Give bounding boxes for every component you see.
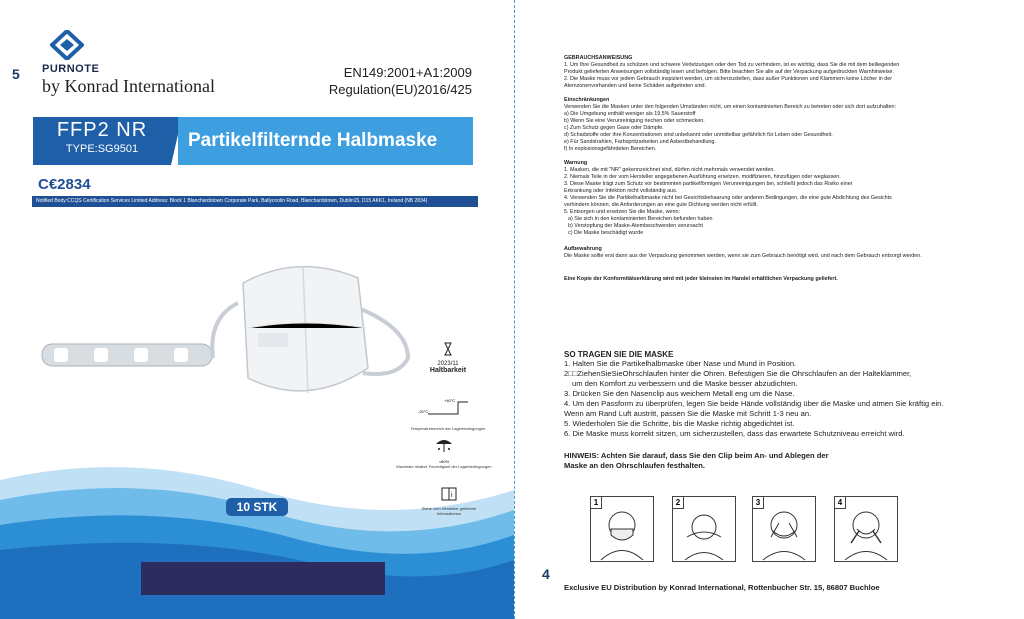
step-illustration-4 — [834, 496, 898, 562]
section-line: 2. Niemals Teile in der vom Hersteller angegebenen Ausführung ersetzen, modifizieren, hinzufügen oder weglassen. — [564, 174, 841, 180]
section-usage — [564, 55, 1004, 90]
instructions-column — [564, 55, 1004, 283]
fold-line — [514, 0, 515, 619]
section-line: Verwenden Sie die Masken unter den folgenden Umständen nicht, um einen kontaminierten Bereich zu betreten oder sich dort aufzuhalten: — [564, 104, 897, 110]
howto-line: 4. Um den Passform zu überprüfen, legen Sie beide Hände vollständig über die Maske und atmen Sie kräftig ein. — [564, 399, 944, 408]
svg-text:i: i — [451, 492, 453, 499]
wave-background — [0, 460, 514, 619]
howto-line: 1. Halten Sie die Partikelhalbmaske über Nase und Mund in Position. — [564, 359, 797, 368]
section-line: Die Maske sollte erst dann aus der Verpackung genommen werden, wenn sie zum Gebrauch benötigt wird, und nach dem Gebrauch entsorgt werden. — [564, 253, 922, 259]
purnote-logo-icon — [50, 30, 84, 60]
distribution-note: Exclusive EU Distribution by Konrad International, Rottenbucher Str. 15, 86807 Buchloe — [564, 583, 880, 592]
humidity-label: Maximale relative Feuchtigkeit der Lagerbedingungen — [396, 464, 492, 469]
section-title: Einschränkungen — [564, 97, 610, 103]
section-storage — [564, 246, 1004, 260]
step-number: 3 — [753, 497, 764, 509]
section-line: 3. Diese Maske trägt zum Schutz vor bestimmten partikelförmigen Verunreinigungen bei, schließt jedoch das Risiko einer — [564, 181, 853, 187]
section-line: e) Für Sandstrahlen, Farbspritzarbeiten und Asbestbehandlung. — [564, 139, 716, 145]
conformity-note: Eine Kopie der Konformitätserklärung wird mit jeder kleinsten im Handel erhältlichen Verpackung geliefert. — [564, 276, 838, 282]
count-badge: 10 STK — [226, 498, 288, 516]
temp-high: +40°C — [444, 398, 456, 403]
page-number-right: 4 — [542, 566, 550, 582]
section-line: 2. Die Maske muss vor jedem Gebrauch inspiziert werden, um sicherzustellen, dass außer Punktionen und Klammern keine Löcher in der — [564, 76, 893, 82]
step-illustration-2 — [672, 496, 736, 562]
brand-subtitle: by Konrad International — [42, 76, 215, 96]
howto-line: 5. Wiederholen Sie die Schritte, bis die Maske richtig abgedichtet ist. — [564, 419, 795, 428]
section-line: f) In explosionsgefährdeten Bereichen. — [564, 146, 657, 152]
section-line: c) Zum Schutz gegen Gase oder Dämpfe. — [564, 125, 664, 131]
expiry-date: 2023/11 — [437, 361, 459, 367]
howto-line: 6. Die Maske muss korrekt sitzen, um sicherzustellen, dass das erwartete Schutzniveau erreicht wird. — [564, 429, 905, 438]
info-label: Siehe vom Hersteller gelieferte Informationen — [421, 506, 477, 516]
howto-section — [564, 350, 1014, 439]
section-line: d) Schadstoffe oder ihre Konzentrationen sind unbekannt oder unmittelbar gefährlich für Leben oder Gesundheit. — [564, 132, 833, 138]
right-page — [516, 0, 1024, 619]
mask-illustration-icon — [38, 258, 418, 408]
section-line: 5. Entsorgen und ersetzen Sie die Maske, wenn: — [564, 209, 680, 215]
section-warning — [564, 160, 1004, 237]
hint-block — [564, 451, 1014, 471]
step-number: 1 — [591, 497, 602, 509]
section-line: 1. Masken, die mit "NR" gekennzeichnet sind, dürfen nicht mehrmals verwendet werden. — [564, 167, 775, 173]
temperature-label: Temperaturbereich der Lagerbedingungen — [410, 426, 486, 431]
instruction-book-icon — [441, 487, 457, 501]
section-line: 4. Verwenden Sie die Partikelhalbmaske nicht bei Gesichtsbehaarung oder anderen Bedingungen, die eine gute Abdichtung des Gesichts — [564, 195, 892, 201]
section-title: Warnung — [564, 160, 588, 166]
howto-line: 2□□ZiehenSieSieOhrschlaufen hinter die Ohren. Befestigen Sie die Ohrschlaufen an der Halteklammer, — [564, 369, 912, 378]
section-line: a) Die Umgebung enthält weniger als 19,5% Sauerstoff — [564, 111, 696, 117]
humidity-icon — [434, 438, 454, 454]
step-number: 4 — [835, 497, 846, 509]
section-line: Erkrankung oder Infektion nicht vollständig aus. — [564, 188, 678, 194]
section-line: 1. Um Ihre Gesundheit zu schützen und schwere Verletzungen oder den Tod zu verhindern, ist es wichtig, dass Sie die mit dem beiliegenden — [564, 62, 900, 68]
step-illustration-1 — [590, 496, 654, 562]
brand-name: PURNOTE — [42, 63, 100, 75]
section-title: Aufbewahrung — [564, 246, 602, 252]
section-line: c) Die Maske beschädigt wurde — [568, 230, 644, 236]
product-title-banner — [178, 117, 473, 165]
humidity-value: <80% — [438, 459, 450, 464]
ce-mark: C€2834 — [38, 176, 91, 193]
regulation-text: Regulation(EU)2016/425 — [328, 82, 472, 97]
temp-low: -20°C — [418, 409, 429, 414]
hint-line: Maske an den Ohrschlaufen festhalten. — [564, 461, 705, 470]
ffp2-banner — [33, 117, 171, 165]
step-illustration-3 — [752, 496, 816, 562]
product-type: TYPE:SG9501 — [65, 143, 139, 155]
notified-body: Notified Body:CCQS Certification Services Limited Address: Block 1 Blanchardstown Corporate Park, Ballycoolin Road, Blanchardstown, Dublin15, D15 AKK1, Ireland (NB 2834) — [32, 196, 478, 207]
howto-line: Wenn am Rand Luft austritt, passen Sie die Maske mit Schritt 1-3 neu an. — [564, 409, 812, 418]
section-restrictions — [564, 97, 1004, 153]
step-number: 2 — [673, 497, 684, 509]
info-block — [412, 487, 486, 516]
expiry-block — [418, 342, 478, 374]
expiry-label: Haltbarkeit — [429, 367, 467, 374]
temperature-block — [408, 398, 488, 431]
section-line: verhindern können, die Anforderungen an eine gute Dichtung werden nicht erfüllt. — [564, 202, 758, 208]
standard-block — [300, 64, 472, 98]
section-line: b) Verstopfung der Maske-Atembeschwerden verursacht — [568, 223, 703, 229]
navy-label-box — [141, 562, 385, 595]
section-line: Produkt gelieferten Anweisungen vollständig lesen und befolgen. Bitte beachten Sie alle auf der Verpackung aufgedruckten Warnhinweise. — [564, 69, 895, 75]
howto-line: um den Komfort zu verbessern und die Maske besser abzudichten. — [572, 379, 798, 388]
ffp2-class: FFP2 NR — [56, 119, 148, 141]
section-title: GEBRAUCHSANWEISUNG — [564, 55, 633, 61]
section-line: b) Wenn Sie eine Verunreinigung riechen oder schmecken. — [564, 118, 705, 124]
howto-title: SO TRAGEN SIE DIE MASKE — [564, 350, 674, 359]
page-number-left: 5 — [12, 66, 20, 82]
section-line: Atemzonenvorhanden und keine Schäden aufgetreten sind. — [564, 83, 707, 89]
standard-text: EN149:2001+A1:2009 — [343, 65, 472, 80]
hourglass-icon — [444, 342, 452, 356]
section-line: a) Sie sich in den kontaminierten Bereichen befunden haben — [568, 216, 713, 222]
product-title: Partikelfilternde Halbmaske — [188, 130, 438, 151]
howto-line: 3. Drücken Sie den Nasenclip aus weichem Metall eng um die Nase. — [564, 389, 795, 398]
hint-line: HINWEIS: Achten Sie darauf, dass Sie den Clip beim An- und Ablegen der — [564, 451, 829, 460]
